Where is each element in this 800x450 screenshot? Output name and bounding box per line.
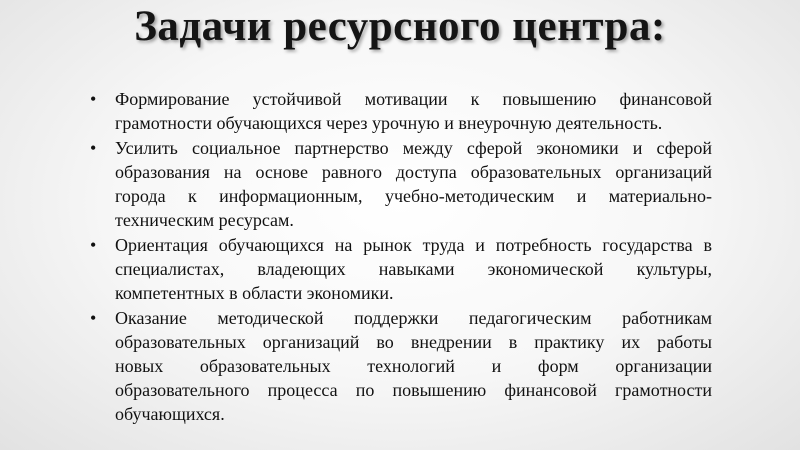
bullet-text-line: образовательных организаций во внедрении в практику их работы	[115, 332, 712, 352]
bullet-text-line: Ориентация обучающихся на рынок труда и потребность государства в	[115, 235, 712, 255]
bullet-text-line: обучающихся.	[115, 404, 225, 424]
bullet-item	[90, 306, 712, 426]
bullet-text-line: города к информационным, учебно-методическим и материально-	[115, 186, 712, 206]
bullet-item	[90, 233, 712, 305]
bullet-item	[90, 87, 712, 135]
bullet-text-line: Формирование устойчивой мотивации к повышению финансовой	[115, 89, 712, 109]
bullet-text-line: новых образовательных технологий и форм организации	[115, 356, 712, 376]
bullet-text-line: Усилить социальное партнерство между сферой экономики и сферой	[115, 138, 712, 158]
bullet-list	[90, 87, 712, 427]
slide-title: Задачи ресурсного центра:	[134, 3, 666, 50]
bullet-text-line: специалистах, владеющих навыками экономической культуры,	[115, 259, 712, 279]
bullet-text-line: образования на основе равного доступа образовательных организаций	[115, 162, 712, 182]
bullet-item	[90, 136, 712, 232]
bullet-text-line: образовательного процесса по повышению финансовой грамотности	[115, 380, 712, 400]
bullet-text-line: компетентных в области экономики.	[115, 283, 394, 303]
bullet-text-line: Оказание методической поддержки педагогическим работникам	[115, 308, 712, 328]
bullet-text-line: техническим ресурсам.	[115, 210, 294, 230]
bullet-icon: •	[90, 89, 97, 109]
bullet-icon: •	[90, 138, 97, 158]
bullet-text-line: грамотности обучающихся через урочную и внеурочную деятельность.	[115, 113, 663, 133]
bullet-icon: •	[90, 235, 97, 255]
bullet-icon: •	[90, 308, 97, 328]
